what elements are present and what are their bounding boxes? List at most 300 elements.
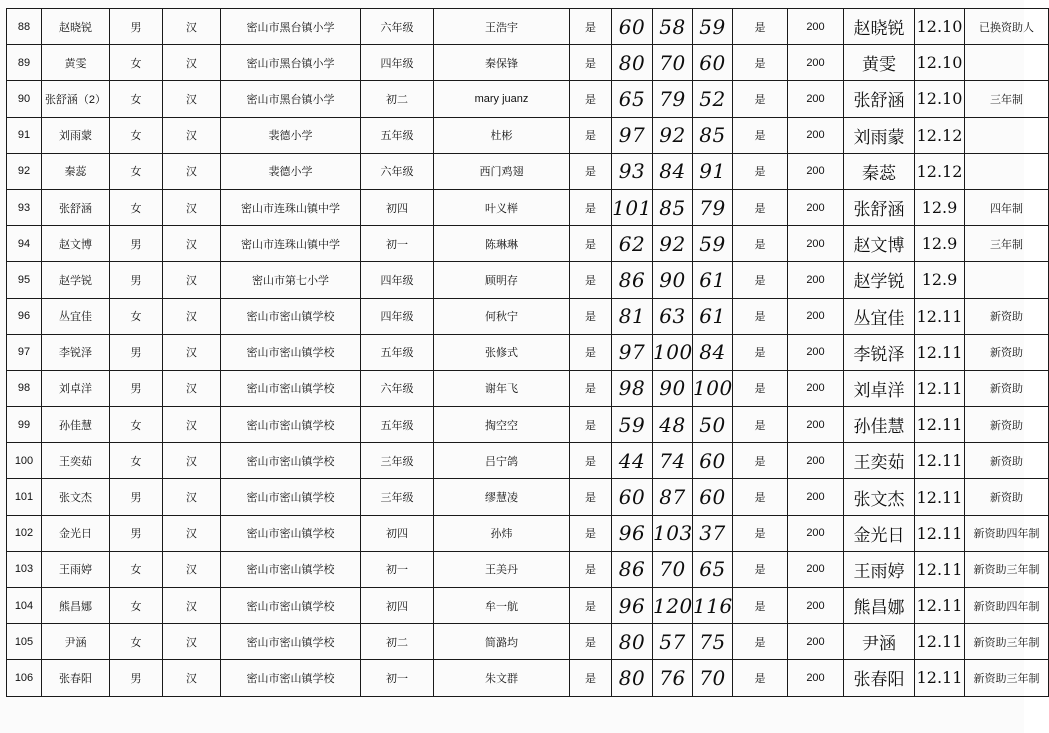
received-mark-cell: 是 bbox=[733, 153, 788, 189]
score-3-cell: 79 bbox=[693, 189, 733, 225]
confirm-mark-cell: 是 bbox=[570, 515, 612, 551]
handwritten-date-cell: 12.11 bbox=[915, 660, 965, 696]
received-mark-cell: 是 bbox=[733, 624, 788, 660]
received-mark-cell: 是 bbox=[733, 334, 788, 370]
remark-cell: 新资助四年制 bbox=[965, 515, 1049, 551]
score-3-cell: 61 bbox=[693, 262, 733, 298]
score-2-cell: 87 bbox=[653, 479, 693, 515]
ethnicity-cell: 汉 bbox=[163, 515, 221, 551]
score-1-cell: 86 bbox=[612, 551, 653, 587]
table-row bbox=[7, 189, 1049, 225]
school-name-cell: 密山市连珠山镇中学 bbox=[221, 226, 361, 262]
school-name-cell: 密山市连珠山镇中学 bbox=[221, 189, 361, 225]
student-name-cell: 王雨婷 bbox=[42, 551, 110, 587]
school-name-cell: 密山市密山镇学校 bbox=[221, 479, 361, 515]
gender-cell: 女 bbox=[110, 551, 163, 587]
remark-cell: 已换资助人 bbox=[965, 9, 1049, 45]
score-1-cell: 60 bbox=[612, 479, 653, 515]
score-3-cell: 70 bbox=[693, 660, 733, 696]
handwritten-date-cell: 12.9 bbox=[915, 226, 965, 262]
school-name-cell: 密山市黑台镇小学 bbox=[221, 45, 361, 81]
table-row bbox=[7, 153, 1049, 189]
score-3-cell: 85 bbox=[693, 117, 733, 153]
score-2-cell: 70 bbox=[653, 551, 693, 587]
gender-cell: 女 bbox=[110, 624, 163, 660]
handwritten-signature-cell: 孙佳慧 bbox=[844, 407, 915, 443]
received-mark-cell: 是 bbox=[733, 515, 788, 551]
score-3-cell: 65 bbox=[693, 551, 733, 587]
confirm-mark-cell: 是 bbox=[570, 189, 612, 225]
confirm-mark-cell: 是 bbox=[570, 660, 612, 696]
student-name-cell: 赵晓锐 bbox=[42, 9, 110, 45]
student-name-cell: 熊昌娜 bbox=[42, 588, 110, 624]
handwritten-date-cell: 12.11 bbox=[915, 443, 965, 479]
handwritten-signature-cell: 赵文博 bbox=[844, 226, 915, 262]
score-1-cell: 65 bbox=[612, 81, 653, 117]
score-1-cell: 44 bbox=[612, 443, 653, 479]
score-3-cell: 116 bbox=[693, 588, 733, 624]
confirm-mark-cell: 是 bbox=[570, 45, 612, 81]
student-name-cell: 赵学锐 bbox=[42, 262, 110, 298]
remark-cell: 三年制 bbox=[965, 81, 1049, 117]
grade-level-cell: 三年级 bbox=[361, 443, 434, 479]
confirm-mark-cell: 是 bbox=[570, 226, 612, 262]
aid-amount-cell: 200 bbox=[788, 298, 844, 334]
score-2-cell: 90 bbox=[653, 370, 693, 406]
score-2-cell: 57 bbox=[653, 624, 693, 660]
sponsor-name-cell: 西门鸡翅 bbox=[434, 153, 570, 189]
handwritten-signature-cell: 熊昌娜 bbox=[844, 588, 915, 624]
handwritten-signature-cell: 赵学锐 bbox=[844, 262, 915, 298]
gender-cell: 男 bbox=[110, 262, 163, 298]
row-number-cell: 97 bbox=[7, 334, 42, 370]
score-3-cell: 52 bbox=[693, 81, 733, 117]
handwritten-date-cell: 12.11 bbox=[915, 298, 965, 334]
row-number-cell: 96 bbox=[7, 298, 42, 334]
received-mark-cell: 是 bbox=[733, 45, 788, 81]
aid-amount-cell: 200 bbox=[788, 81, 844, 117]
handwritten-signature-cell: 张文杰 bbox=[844, 479, 915, 515]
row-number-cell: 91 bbox=[7, 117, 42, 153]
roster-body bbox=[7, 9, 1049, 697]
handwritten-signature-cell: 李锐泽 bbox=[844, 334, 915, 370]
grade-level-cell: 六年级 bbox=[361, 370, 434, 406]
handwritten-signature-cell: 黄雯 bbox=[844, 45, 915, 81]
score-1-cell: 86 bbox=[612, 262, 653, 298]
row-number-cell: 95 bbox=[7, 262, 42, 298]
row-number-cell: 92 bbox=[7, 153, 42, 189]
score-2-cell: 70 bbox=[653, 45, 693, 81]
ethnicity-cell: 汉 bbox=[163, 226, 221, 262]
grade-level-cell: 五年级 bbox=[361, 117, 434, 153]
score-2-cell: 79 bbox=[653, 81, 693, 117]
grade-level-cell: 初四 bbox=[361, 588, 434, 624]
remark-cell: 四年制 bbox=[965, 189, 1049, 225]
school-name-cell: 密山市密山镇学校 bbox=[221, 443, 361, 479]
score-1-cell: 101 bbox=[612, 189, 653, 225]
aid-amount-cell: 200 bbox=[788, 515, 844, 551]
score-1-cell: 93 bbox=[612, 153, 653, 189]
student-name-cell: 秦蕊 bbox=[42, 153, 110, 189]
grade-level-cell: 四年级 bbox=[361, 298, 434, 334]
score-3-cell: 91 bbox=[693, 153, 733, 189]
student-name-cell: 赵文博 bbox=[42, 226, 110, 262]
remark-cell: 新资助三年制 bbox=[965, 551, 1049, 587]
student-name-cell: 金光日 bbox=[42, 515, 110, 551]
table-row bbox=[7, 551, 1049, 587]
school-name-cell: 密山市密山镇学校 bbox=[221, 660, 361, 696]
gender-cell: 男 bbox=[110, 9, 163, 45]
received-mark-cell: 是 bbox=[733, 117, 788, 153]
table-row bbox=[7, 588, 1049, 624]
handwritten-date-cell: 12.11 bbox=[915, 551, 965, 587]
gender-cell: 男 bbox=[110, 479, 163, 515]
table-row bbox=[7, 81, 1049, 117]
ethnicity-cell: 汉 bbox=[163, 117, 221, 153]
grade-level-cell: 五年级 bbox=[361, 407, 434, 443]
remark-cell: 新资助三年制 bbox=[965, 660, 1049, 696]
handwritten-date-cell: 12.11 bbox=[915, 479, 965, 515]
table-row bbox=[7, 117, 1049, 153]
handwritten-date-cell: 12.11 bbox=[915, 624, 965, 660]
gender-cell: 女 bbox=[110, 81, 163, 117]
score-2-cell: 90 bbox=[653, 262, 693, 298]
handwritten-date-cell: 12.10 bbox=[915, 45, 965, 81]
gender-cell: 女 bbox=[110, 588, 163, 624]
sponsor-name-cell: 秦保锋 bbox=[434, 45, 570, 81]
sponsor-name-cell: 何秋宁 bbox=[434, 298, 570, 334]
score-1-cell: 80 bbox=[612, 624, 653, 660]
handwritten-signature-cell: 金光日 bbox=[844, 515, 915, 551]
score-2-cell: 103 bbox=[653, 515, 693, 551]
ethnicity-cell: 汉 bbox=[163, 551, 221, 587]
handwritten-date-cell: 12.11 bbox=[915, 588, 965, 624]
sponsor-name-cell: 杜彬 bbox=[434, 117, 570, 153]
remark-cell bbox=[965, 45, 1049, 81]
received-mark-cell: 是 bbox=[733, 189, 788, 225]
handwritten-signature-cell: 张春阳 bbox=[844, 660, 915, 696]
table-row bbox=[7, 9, 1049, 45]
handwritten-date-cell: 12.11 bbox=[915, 334, 965, 370]
score-3-cell: 60 bbox=[693, 45, 733, 81]
school-name-cell: 裴德小学 bbox=[221, 153, 361, 189]
gender-cell: 男 bbox=[110, 370, 163, 406]
gender-cell: 女 bbox=[110, 153, 163, 189]
confirm-mark-cell: 是 bbox=[570, 117, 612, 153]
school-name-cell: 密山市密山镇学校 bbox=[221, 407, 361, 443]
score-1-cell: 81 bbox=[612, 298, 653, 334]
remark-cell: 新资助 bbox=[965, 298, 1049, 334]
score-3-cell: 61 bbox=[693, 298, 733, 334]
score-2-cell: 120 bbox=[653, 588, 693, 624]
score-2-cell: 48 bbox=[653, 407, 693, 443]
sponsor-name-cell: 王美丹 bbox=[434, 551, 570, 587]
student-name-cell: 丛宜佳 bbox=[42, 298, 110, 334]
ethnicity-cell: 汉 bbox=[163, 189, 221, 225]
gender-cell: 男 bbox=[110, 660, 163, 696]
score-1-cell: 62 bbox=[612, 226, 653, 262]
aid-amount-cell: 200 bbox=[788, 551, 844, 587]
row-number-cell: 105 bbox=[7, 624, 42, 660]
ethnicity-cell: 汉 bbox=[163, 81, 221, 117]
student-name-cell: 张文杰 bbox=[42, 479, 110, 515]
aid-amount-cell: 200 bbox=[788, 262, 844, 298]
handwritten-signature-cell: 赵晓锐 bbox=[844, 9, 915, 45]
received-mark-cell: 是 bbox=[733, 370, 788, 406]
score-1-cell: 96 bbox=[612, 515, 653, 551]
confirm-mark-cell: 是 bbox=[570, 81, 612, 117]
score-3-cell: 75 bbox=[693, 624, 733, 660]
student-name-cell: 尹涵 bbox=[42, 624, 110, 660]
ethnicity-cell: 汉 bbox=[163, 624, 221, 660]
aid-amount-cell: 200 bbox=[788, 407, 844, 443]
table-row bbox=[7, 298, 1049, 334]
handwritten-date-cell: 12.10 bbox=[915, 9, 965, 45]
sponsor-name-cell: 朱文群 bbox=[434, 660, 570, 696]
score-2-cell: 84 bbox=[653, 153, 693, 189]
handwritten-signature-cell: 王奕茹 bbox=[844, 443, 915, 479]
row-number-cell: 104 bbox=[7, 588, 42, 624]
received-mark-cell: 是 bbox=[733, 660, 788, 696]
handwritten-date-cell: 12.12 bbox=[915, 117, 965, 153]
ethnicity-cell: 汉 bbox=[163, 298, 221, 334]
score-2-cell: 100 bbox=[653, 334, 693, 370]
handwritten-signature-cell: 王雨婷 bbox=[844, 551, 915, 587]
score-1-cell: 98 bbox=[612, 370, 653, 406]
sponsor-name-cell: 吕宁鸽 bbox=[434, 443, 570, 479]
score-3-cell: 60 bbox=[693, 443, 733, 479]
sponsor-name-cell: 掏空空 bbox=[434, 407, 570, 443]
school-name-cell: 裴德小学 bbox=[221, 117, 361, 153]
confirm-mark-cell: 是 bbox=[570, 588, 612, 624]
remark-cell: 新资助 bbox=[965, 407, 1049, 443]
student-name-cell: 黄雯 bbox=[42, 45, 110, 81]
score-1-cell: 96 bbox=[612, 588, 653, 624]
school-name-cell: 密山市黑台镇小学 bbox=[221, 81, 361, 117]
sponsor-name-cell: 孙炜 bbox=[434, 515, 570, 551]
gender-cell: 女 bbox=[110, 117, 163, 153]
score-1-cell: 60 bbox=[612, 9, 653, 45]
confirm-mark-cell: 是 bbox=[570, 443, 612, 479]
confirm-mark-cell: 是 bbox=[570, 262, 612, 298]
grade-level-cell: 四年级 bbox=[361, 45, 434, 81]
score-2-cell: 74 bbox=[653, 443, 693, 479]
handwritten-signature-cell: 尹涵 bbox=[844, 624, 915, 660]
student-name-cell: 张春阳 bbox=[42, 660, 110, 696]
student-name-cell: 刘雨蒙 bbox=[42, 117, 110, 153]
score-1-cell: 97 bbox=[612, 334, 653, 370]
gender-cell: 女 bbox=[110, 189, 163, 225]
student-name-cell: 张舒涵 bbox=[42, 189, 110, 225]
ethnicity-cell: 汉 bbox=[163, 153, 221, 189]
table-row bbox=[7, 660, 1049, 696]
handwritten-signature-cell: 张舒涵 bbox=[844, 189, 915, 225]
confirm-mark-cell: 是 bbox=[570, 551, 612, 587]
table-row bbox=[7, 479, 1049, 515]
handwritten-date-cell: 12.11 bbox=[915, 515, 965, 551]
handwritten-date-cell: 12.10 bbox=[915, 81, 965, 117]
sponsor-name-cell: 张修式 bbox=[434, 334, 570, 370]
school-name-cell: 密山市第七小学 bbox=[221, 262, 361, 298]
remark-cell: 新资助三年制 bbox=[965, 624, 1049, 660]
score-3-cell: 37 bbox=[693, 515, 733, 551]
handwritten-date-cell: 12.9 bbox=[915, 189, 965, 225]
handwritten-signature-cell: 刘卓洋 bbox=[844, 370, 915, 406]
handwritten-date-cell: 12.12 bbox=[915, 153, 965, 189]
school-name-cell: 密山市密山镇学校 bbox=[221, 588, 361, 624]
gender-cell: 女 bbox=[110, 298, 163, 334]
row-number-cell: 88 bbox=[7, 9, 42, 45]
grade-level-cell: 六年级 bbox=[361, 9, 434, 45]
school-name-cell: 密山市密山镇学校 bbox=[221, 298, 361, 334]
ethnicity-cell: 汉 bbox=[163, 588, 221, 624]
ethnicity-cell: 汉 bbox=[163, 262, 221, 298]
row-number-cell: 100 bbox=[7, 443, 42, 479]
ethnicity-cell: 汉 bbox=[163, 443, 221, 479]
table-row bbox=[7, 370, 1049, 406]
school-name-cell: 密山市密山镇学校 bbox=[221, 515, 361, 551]
student-name-cell: 李锐泽 bbox=[42, 334, 110, 370]
grade-level-cell: 五年级 bbox=[361, 334, 434, 370]
sponsor-name-cell: 顾明存 bbox=[434, 262, 570, 298]
confirm-mark-cell: 是 bbox=[570, 334, 612, 370]
score-3-cell: 84 bbox=[693, 334, 733, 370]
sponsor-name-cell: 简潞均 bbox=[434, 624, 570, 660]
table-row bbox=[7, 334, 1049, 370]
received-mark-cell: 是 bbox=[733, 226, 788, 262]
grade-level-cell: 初二 bbox=[361, 624, 434, 660]
ethnicity-cell: 汉 bbox=[163, 334, 221, 370]
confirm-mark-cell: 是 bbox=[570, 407, 612, 443]
gender-cell: 男 bbox=[110, 515, 163, 551]
handwritten-signature-cell: 刘雨蒙 bbox=[844, 117, 915, 153]
sponsorship-roster-table bbox=[6, 8, 1049, 697]
received-mark-cell: 是 bbox=[733, 298, 788, 334]
row-number-cell: 102 bbox=[7, 515, 42, 551]
score-3-cell: 100 bbox=[693, 370, 733, 406]
sponsor-name-cell: 谢年飞 bbox=[434, 370, 570, 406]
aid-amount-cell: 200 bbox=[788, 153, 844, 189]
score-3-cell: 50 bbox=[693, 407, 733, 443]
remark-cell: 新资助 bbox=[965, 443, 1049, 479]
score-3-cell: 60 bbox=[693, 479, 733, 515]
grade-level-cell: 初一 bbox=[361, 226, 434, 262]
aid-amount-cell: 200 bbox=[788, 117, 844, 153]
row-number-cell: 93 bbox=[7, 189, 42, 225]
gender-cell: 女 bbox=[110, 45, 163, 81]
aid-amount-cell: 200 bbox=[788, 334, 844, 370]
confirm-mark-cell: 是 bbox=[570, 479, 612, 515]
remark-cell: 新资助四年制 bbox=[965, 588, 1049, 624]
received-mark-cell: 是 bbox=[733, 479, 788, 515]
ethnicity-cell: 汉 bbox=[163, 370, 221, 406]
grade-level-cell: 初四 bbox=[361, 189, 434, 225]
remark-cell: 新资助 bbox=[965, 334, 1049, 370]
handwritten-signature-cell: 秦蕊 bbox=[844, 153, 915, 189]
score-2-cell: 92 bbox=[653, 117, 693, 153]
score-3-cell: 59 bbox=[693, 226, 733, 262]
student-name-cell: 王奕茹 bbox=[42, 443, 110, 479]
ethnicity-cell: 汉 bbox=[163, 45, 221, 81]
row-number-cell: 98 bbox=[7, 370, 42, 406]
row-number-cell: 99 bbox=[7, 407, 42, 443]
sponsor-name-cell: 王浩宇 bbox=[434, 9, 570, 45]
remark-cell bbox=[965, 117, 1049, 153]
table-row bbox=[7, 45, 1049, 81]
received-mark-cell: 是 bbox=[733, 9, 788, 45]
row-number-cell: 106 bbox=[7, 660, 42, 696]
row-number-cell: 90 bbox=[7, 81, 42, 117]
grade-level-cell: 初一 bbox=[361, 551, 434, 587]
score-2-cell: 76 bbox=[653, 660, 693, 696]
received-mark-cell: 是 bbox=[733, 262, 788, 298]
ethnicity-cell: 汉 bbox=[163, 660, 221, 696]
received-mark-cell: 是 bbox=[733, 407, 788, 443]
student-name-cell: 孙佳慧 bbox=[42, 407, 110, 443]
score-2-cell: 85 bbox=[653, 189, 693, 225]
score-1-cell: 80 bbox=[612, 45, 653, 81]
school-name-cell: 密山市密山镇学校 bbox=[221, 334, 361, 370]
gender-cell: 男 bbox=[110, 334, 163, 370]
grade-level-cell: 六年级 bbox=[361, 153, 434, 189]
sponsor-name-cell: 缪慧凌 bbox=[434, 479, 570, 515]
handwritten-date-cell: 12.9 bbox=[915, 262, 965, 298]
score-2-cell: 58 bbox=[653, 9, 693, 45]
student-name-cell: 刘卓洋 bbox=[42, 370, 110, 406]
handwritten-signature-cell: 张舒涵 bbox=[844, 81, 915, 117]
aid-amount-cell: 200 bbox=[788, 9, 844, 45]
aid-amount-cell: 200 bbox=[788, 45, 844, 81]
gender-cell: 男 bbox=[110, 226, 163, 262]
confirm-mark-cell: 是 bbox=[570, 370, 612, 406]
school-name-cell: 密山市密山镇学校 bbox=[221, 624, 361, 660]
aid-amount-cell: 200 bbox=[788, 226, 844, 262]
remark-cell: 新资助 bbox=[965, 370, 1049, 406]
grade-level-cell: 初四 bbox=[361, 515, 434, 551]
sponsor-name-cell: mary juanz bbox=[434, 81, 570, 117]
student-name-cell: 张舒涵（2） bbox=[42, 81, 110, 117]
received-mark-cell: 是 bbox=[733, 588, 788, 624]
school-name-cell: 密山市密山镇学校 bbox=[221, 370, 361, 406]
received-mark-cell: 是 bbox=[733, 443, 788, 479]
row-number-cell: 94 bbox=[7, 226, 42, 262]
row-number-cell: 103 bbox=[7, 551, 42, 587]
table-row bbox=[7, 226, 1049, 262]
aid-amount-cell: 200 bbox=[788, 624, 844, 660]
score-1-cell: 80 bbox=[612, 660, 653, 696]
school-name-cell: 密山市密山镇学校 bbox=[221, 551, 361, 587]
confirm-mark-cell: 是 bbox=[570, 9, 612, 45]
confirm-mark-cell: 是 bbox=[570, 298, 612, 334]
aid-amount-cell: 200 bbox=[788, 189, 844, 225]
remark-cell bbox=[965, 153, 1049, 189]
score-2-cell: 63 bbox=[653, 298, 693, 334]
table-row bbox=[7, 407, 1049, 443]
table-row bbox=[7, 624, 1049, 660]
handwritten-date-cell: 12.11 bbox=[915, 370, 965, 406]
gender-cell: 女 bbox=[110, 443, 163, 479]
remark-cell: 新资助 bbox=[965, 479, 1049, 515]
score-3-cell: 59 bbox=[693, 9, 733, 45]
received-mark-cell: 是 bbox=[733, 81, 788, 117]
aid-amount-cell: 200 bbox=[788, 479, 844, 515]
table-row bbox=[7, 443, 1049, 479]
handwritten-signature-cell: 丛宜佳 bbox=[844, 298, 915, 334]
row-number-cell: 101 bbox=[7, 479, 42, 515]
aid-amount-cell: 200 bbox=[788, 370, 844, 406]
ethnicity-cell: 汉 bbox=[163, 479, 221, 515]
sponsor-name-cell: 叶义榉 bbox=[434, 189, 570, 225]
